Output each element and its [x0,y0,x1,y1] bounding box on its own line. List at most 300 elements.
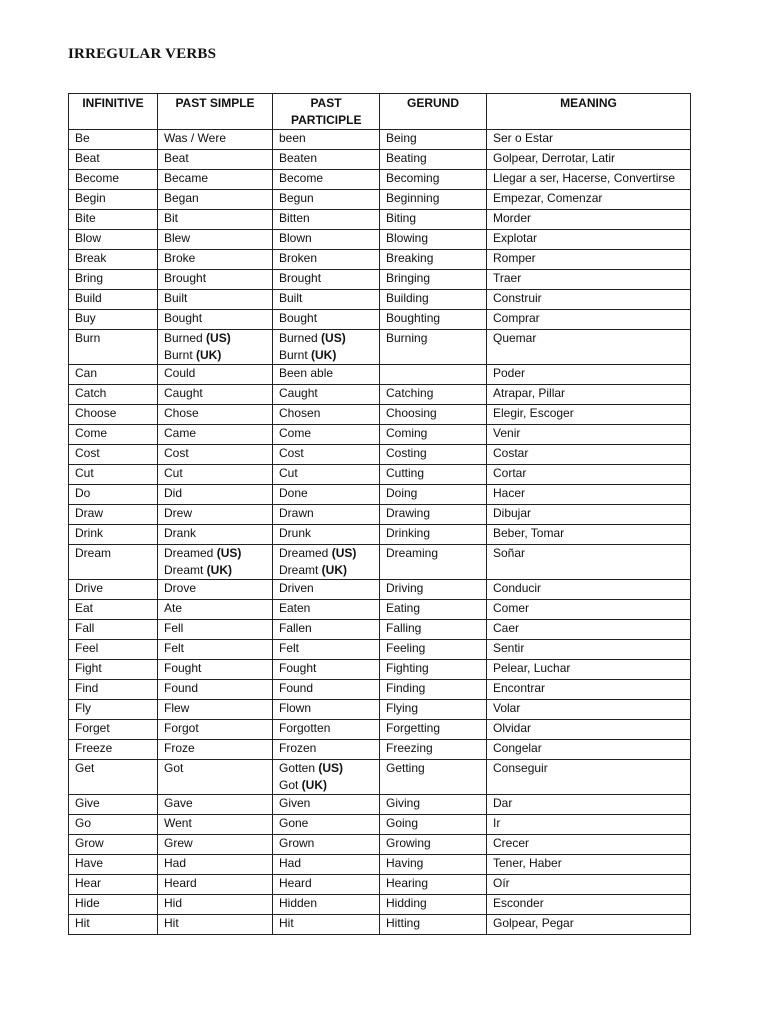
cell-meaning [487,580,691,600]
cell-line: Boughting [386,311,441,325]
cell-line: Venir [493,426,521,440]
cell-line: Volar [493,701,521,715]
cell-past-participle [273,660,380,680]
cell-past-participle [273,365,380,385]
cell-line: Hidden [279,896,318,910]
cell-past-simple [158,425,273,445]
cell-line: Being [386,131,417,145]
cell-past-simple [158,720,273,740]
cell-past-participle [273,875,380,895]
cell-line: Burned (US) [279,331,346,345]
cell-past-participle [273,795,380,815]
cell-line: Bringing [386,271,431,285]
cell-line: Gone [279,816,309,830]
cell-line: Drunk [279,526,312,540]
cell-line: Eat [75,601,94,615]
cell-line: Dibujar [493,506,532,520]
cell-line: Encontrar [493,681,546,695]
irregular-verbs-table [68,93,691,935]
table-row [69,445,691,465]
cell-line: Fallen [279,621,312,635]
cell-line: Feeling [386,641,426,655]
cell-line: Beat [164,151,189,165]
cell-line: Elegir, Escoger [493,406,574,420]
cell-line: Broke [164,251,196,265]
cell-line: Forgotten [279,721,331,735]
cell-line: Blowing [386,231,429,245]
table-row [69,640,691,660]
cell-line: Fought [279,661,317,675]
cell-line: Conseguir [493,761,548,775]
cell-past-participle [273,600,380,620]
cell-line: Begun [279,191,314,205]
cell-line: Beginning [386,191,440,205]
cell-line: Caught [279,386,318,400]
cell-gerund [380,230,487,250]
cell-line: Dream [75,546,112,560]
cell-line: Bought [164,311,203,325]
cell-meaning [487,465,691,485]
cell-past-participle [273,465,380,485]
cell-line: Drove [164,581,197,595]
cell-past-simple [158,855,273,875]
cell-meaning [487,700,691,720]
region-tag: (UK) [203,563,233,577]
cell-meaning [487,150,691,170]
cell-line: Eating [386,601,421,615]
table-row [69,385,691,405]
cell-infinitive [69,720,158,740]
cell-gerund [380,660,487,680]
cell-gerund [380,290,487,310]
cell-line: Brought [279,271,322,285]
cell-past-participle [273,330,380,365]
cell-infinitive [69,525,158,545]
table-row [69,190,691,210]
cell-line: Become [279,171,324,185]
table-row [69,760,691,795]
cell-infinitive [69,875,158,895]
cell-line: Getting [386,761,425,775]
cell-past-participle [273,505,380,525]
cell-meaning [487,740,691,760]
table-row [69,835,691,855]
cell-meaning [487,310,691,330]
cell-meaning [487,660,691,680]
cell-line: Forgot [164,721,199,735]
table-row [69,915,691,935]
cell-past-simple [158,170,273,190]
header-past-simple: PAST SIMPLE [158,94,273,130]
cell-past-simple [158,330,273,365]
cell-line: Bring [75,271,104,285]
cell-line: Brought [164,271,207,285]
cell-line: Golpear, Derrotar, Latir [493,151,616,165]
cell-line: Llegar a ser, Hacerse, Convertirse [493,171,676,185]
cell-meaning [487,915,691,935]
header-meaning: MEANING [487,94,691,130]
cell-past-participle [273,620,380,640]
cell-past-participle [273,545,380,580]
cell-past-participle [273,760,380,795]
cell-past-simple [158,210,273,230]
cell-past-simple [158,150,273,170]
cell-meaning [487,855,691,875]
cell-line: Crecer [493,836,530,850]
cell-past-participle [273,855,380,875]
cell-line: Grow [75,836,104,850]
cell-line: Hearing [386,876,429,890]
cell-meaning [487,600,691,620]
cell-line: Comer [493,601,530,615]
table-row [69,485,691,505]
cell-line: Oír [493,876,510,890]
cell-meaning [487,445,691,465]
table-row [69,170,691,190]
cell-gerund [380,270,487,290]
cell-infinitive [69,385,158,405]
cell-gerund [380,915,487,935]
cell-line: Frozen [279,741,317,755]
cell-gerund [380,895,487,915]
cell-line: Buy [75,311,96,325]
cell-line: Heard [164,876,197,890]
cell-line: Atrapar, Pillar [493,386,566,400]
cell-infinitive [69,130,158,150]
cell-past-participle [273,230,380,250]
cell-past-simple [158,250,273,270]
cell-infinitive [69,740,158,760]
cell-past-simple [158,310,273,330]
table-row [69,895,691,915]
cell-line: Became [164,171,209,185]
cell-line: Empezar, Comenzar [493,191,603,205]
cell-past-simple [158,545,273,580]
table-row [69,620,691,640]
cell-line: Fought [164,661,202,675]
cell-line: Come [279,426,312,440]
cell-line: Tener, Haber [493,856,562,870]
cell-past-simple [158,505,273,525]
cell-past-participle [273,290,380,310]
cell-gerund [380,580,487,600]
cell-gerund [380,385,487,405]
cell-line: Drink [75,526,104,540]
cell-line: Felt [279,641,300,655]
header-gerund: GERUND [380,94,487,130]
cell-line: Given [279,796,311,810]
cell-meaning [487,250,691,270]
cell-gerund [380,250,487,270]
cell-gerund [380,445,487,465]
cell-meaning [487,875,691,895]
cell-meaning [487,760,691,795]
header-past-participle-text: PAST PARTICIPLE [291,96,362,127]
cell-line: Having [386,856,424,870]
header-infinitive: INFINITIVE [69,94,158,130]
cell-line: Draw [75,506,104,520]
table-row [69,250,691,270]
cell-line: Hit [279,916,294,930]
cell-line: Fight [75,661,102,675]
cell-line: Choosing [386,406,437,420]
cell-line: Give [75,796,100,810]
table-row [69,580,691,600]
cell-line: Heard [279,876,312,890]
region-tag: (UK) [318,563,348,577]
cell-infinitive [69,660,158,680]
cell-line: Built [164,291,188,305]
cell-past-participle [273,385,380,405]
cell-line: Dreamt (UK) [279,563,348,577]
table-row [69,740,691,760]
cell-line: Cortar [493,466,527,480]
cell-line: Went [164,816,192,830]
cell-line: Hacer [493,486,526,500]
cell-past-participle [273,150,380,170]
table-header-row [69,94,691,130]
region-tag: (UK) [192,348,222,362]
cell-line: Built [279,291,303,305]
cell-line: Quemar [493,331,537,345]
cell-past-participle [273,210,380,230]
cell-past-participle [273,580,380,600]
cell-gerund [380,190,487,210]
cell-infinitive [69,150,158,170]
cell-meaning [487,545,691,580]
cell-line: Finding [386,681,426,695]
cell-infinitive [69,815,158,835]
cell-past-simple [158,365,273,385]
cell-line: Eaten [279,601,311,615]
cell-meaning [487,365,691,385]
cell-past-simple [158,270,273,290]
cell-line: Found [164,681,199,695]
cell-past-participle [273,270,380,290]
cell-infinitive [69,365,158,385]
table-row [69,875,691,895]
cell-line: Sentir [493,641,525,655]
table-row [69,290,691,310]
cell-line: Break [75,251,107,265]
cell-line: Become [75,171,120,185]
cell-line: Cut [279,466,298,480]
cell-meaning [487,330,691,365]
cell-infinitive [69,680,158,700]
cell-line: Gave [164,796,193,810]
region-tag: (US) [317,331,346,345]
table-row [69,330,691,365]
table-row [69,405,691,425]
cell-line: Biting [386,211,417,225]
table-row [69,425,691,445]
cell-infinitive [69,230,158,250]
cell-line: Construir [493,291,542,305]
cell-infinitive [69,190,158,210]
cell-past-simple [158,680,273,700]
cell-line: Go [75,816,92,830]
cell-line: Caught [164,386,203,400]
cell-meaning [487,425,691,445]
table-row [69,365,691,385]
cell-line: Be [75,131,90,145]
cell-past-participle [273,700,380,720]
cell-infinitive [69,290,158,310]
table-row [69,795,691,815]
cell-line: Olvidar [493,721,532,735]
cell-infinitive [69,620,158,640]
cell-line: Blew [164,231,191,245]
cell-line: Becoming [386,171,440,185]
cell-past-participle [273,250,380,270]
cell-line: Drew [164,506,193,520]
cell-line: Got [164,761,184,775]
table-body [69,130,691,935]
cell-past-simple [158,190,273,210]
table-row [69,130,691,150]
cell-line: Begin [75,191,106,205]
cell-line: Explotar [493,231,538,245]
table-row [69,270,691,290]
cell-infinitive [69,760,158,795]
cell-past-participle [273,895,380,915]
cell-line: Broken [279,251,318,265]
cell-line: Conducir [493,581,542,595]
cell-line: Growing [386,836,431,850]
cell-gerund [380,720,487,740]
cell-gerund [380,170,487,190]
cell-line: Bitten [279,211,310,225]
cell-line: Cut [75,466,94,480]
cell-line: Drank [164,526,197,540]
cell-line: Could [164,366,196,380]
cell-gerund [380,545,487,580]
table-row [69,815,691,835]
cell-infinitive [69,795,158,815]
cell-line: Began [164,191,199,205]
cell-line: Dreamt (UK) [164,563,233,577]
cell-line: Flown [279,701,312,715]
cell-infinitive [69,915,158,935]
cell-past-simple [158,700,273,720]
cell-line: Bit [164,211,179,225]
cell-gerund [380,795,487,815]
cell-past-simple [158,835,273,855]
cell-infinitive [69,250,158,270]
cell-line: Drawing [386,506,431,520]
cell-line: Driven [279,581,314,595]
cell-line: Drawn [279,506,314,520]
cell-gerund [380,740,487,760]
table-row [69,700,691,720]
table-row [69,600,691,620]
cell-infinitive [69,485,158,505]
cell-line: Bite [75,211,96,225]
cell-past-simple [158,290,273,310]
cell-line: Beaten [279,151,318,165]
cell-gerund [380,505,487,525]
cell-line: Pelear, Luchar [493,661,571,675]
table-row [69,720,691,740]
cell-line: Flying [386,701,419,715]
cell-past-participle [273,425,380,445]
cell-past-simple [158,485,273,505]
cell-gerund [380,700,487,720]
cell-line: Cost [279,446,304,460]
cell-gerund [380,815,487,835]
cell-gerund [380,600,487,620]
cell-meaning [487,190,691,210]
cell-line: Traer [493,271,522,285]
cell-line: Romper [493,251,536,265]
cell-past-simple [158,915,273,935]
table-row [69,660,691,680]
cell-line: Hear [75,876,102,890]
cell-gerund [380,855,487,875]
cell-line: Cut [164,466,183,480]
cell-gerund [380,525,487,545]
cell-meaning [487,835,691,855]
cell-infinitive [69,210,158,230]
cell-past-participle [273,740,380,760]
cell-line: Going [386,816,419,830]
cell-gerund [380,760,487,795]
cell-line: Gotten (US) [279,761,344,775]
cell-past-participle [273,170,380,190]
cell-line: Come [75,426,108,440]
cell-line: Ser o Estar [493,131,554,145]
cell-meaning [487,525,691,545]
cell-line: Burning [386,331,428,345]
cell-line: Falling [386,621,422,635]
cell-line: Soñar [493,546,526,560]
cell-line: Beat [75,151,100,165]
cell-gerund [380,485,487,505]
cell-infinitive [69,580,158,600]
cell-line: Hidding [386,896,427,910]
cell-meaning [487,270,691,290]
cell-past-simple [158,405,273,425]
table-row [69,310,691,330]
cell-meaning [487,505,691,525]
cell-line: Golpear, Pegar [493,916,574,930]
cell-line: Bought [279,311,318,325]
cell-line: Fly [75,701,91,715]
cell-line: Been able [279,366,334,380]
cell-line: Done [279,486,308,500]
cell-line: Giving [386,796,421,810]
cell-line: Did [164,486,183,500]
region-tag: (UK) [307,348,337,362]
cell-line: Blown [279,231,312,245]
cell-line: Congelar [493,741,542,755]
table-row [69,855,691,875]
cell-gerund [380,425,487,445]
cell-line: Beber, Tomar [493,526,565,540]
cell-past-simple [158,580,273,600]
cell-gerund [380,130,487,150]
cell-line: Dreamed (US) [164,546,242,560]
cell-line: Esconder [493,896,544,910]
cell-past-simple [158,895,273,915]
cell-past-participle [273,405,380,425]
cell-past-simple [158,525,273,545]
cell-line: Driving [386,581,424,595]
cell-line: Had [164,856,187,870]
cell-past-simple [158,740,273,760]
cell-past-participle [273,525,380,545]
cell-line: Got (UK) [279,778,328,792]
